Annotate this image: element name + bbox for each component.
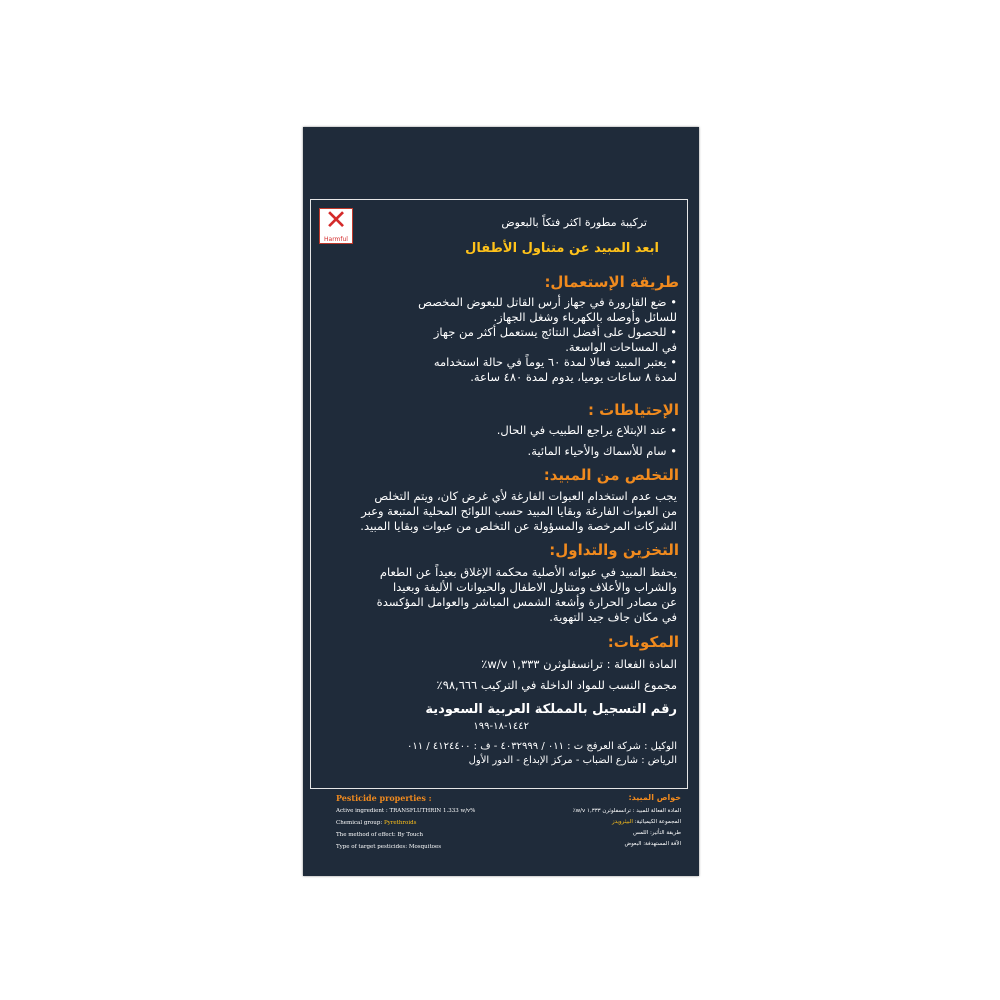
agent-line: الوكيل : شركة العرفج ت : ٠١١ / ٤٠٣٢٩٩٩ - ف : ٤١٢٤٤٠٠ / ٠١١	[407, 741, 677, 752]
registration-number: ١٤٤٢-١٨-١٩٩	[473, 721, 529, 732]
usage-line: في المساحات الواسعة.	[565, 340, 677, 354]
keep-away-warning: ابعد المبيد عن متناول الأطفال	[465, 241, 659, 256]
usage-heading: طريقة الإستعمال:	[544, 273, 679, 291]
chemical-group-value: Pyrethroids	[383, 820, 417, 826]
properties-ar-method: طريقة التأثير: اللمس	[632, 830, 681, 836]
disposal-line: يجب عدم استخدام العبوات الفارغة لأي غرض كان، ويتم التخلص	[374, 489, 677, 503]
ingredient-line: المادة الفعالة : ترانسفلوثرن ١,٣٣٣ w/v٪	[481, 657, 677, 671]
storage-line: والشراب والأعلاف ومتناول الاطفال والحيوانات الأليفة وبعيدا	[393, 580, 677, 594]
tagline: تركيبة مطورة اكثر فتكاً بالبعوض	[501, 216, 647, 229]
active-ingredient-value: TRANSFLUTHRIN 1.333 w/v%	[389, 808, 476, 814]
active-ingredient-label: Active ingredient :	[336, 808, 388, 814]
storage-text	[377, 565, 677, 625]
storage-heading: التخزين والتداول:	[549, 541, 679, 559]
usage-line: للسائل وأوصله بالكهرباء وشغل الجهاز.	[493, 310, 677, 324]
pesticide-properties-ar	[573, 793, 681, 850]
properties-ar-active: المادة الفعالة للمبيد : ترانسفلوثرن ١,٣٣٣ w/v٪	[572, 808, 681, 814]
disposal-heading: التخلص من المبيد:	[543, 466, 679, 484]
agent-address: الرياض : شارع الضباب - مركز الإبداع - الدور الأول	[468, 755, 677, 766]
agent-info	[407, 740, 677, 768]
pesticide-properties-en	[336, 793, 526, 853]
ingredients-heading: المكونات:	[607, 633, 679, 651]
method-value: By Touch	[397, 832, 424, 838]
disposal-line: من العبوات الفارغة وبقايا المبيد حسب اللوائح المحلية المتبعة وعبر	[361, 504, 677, 518]
usage-line: لمدة ٨ ساعات يوميا، يدوم لمدة ٤٨٠ ساعة.	[470, 370, 677, 384]
precautions-list	[497, 423, 677, 459]
product-label-panel	[303, 127, 699, 876]
target-label: Type of target pesticides:	[336, 844, 408, 850]
precaution-line: • سام للأسماك والأحياء المائية.	[527, 444, 677, 458]
properties-ar-heading: خواص المبيد:	[628, 793, 681, 802]
disposal-line: الشركات المرخصة والمسؤولة عن التخلص من عبوات وبقايا المبيد.	[360, 519, 677, 533]
registration-title: رقم التسجيل بالمملكة العربية السعودية	[425, 702, 677, 717]
ingredients-text	[437, 657, 678, 693]
precautions-heading: الإحتياطات :	[587, 401, 679, 419]
ingredient-line: مجموع النسب للمواد الداخلة في التركيب ٩٨,٦٦٦٪	[436, 678, 677, 692]
properties-ar-group-label: المجموعة الكيميائية:	[634, 819, 681, 825]
method-label: The method of effect:	[336, 832, 396, 838]
usage-list	[418, 295, 677, 385]
properties-ar-target: الآفة المستهدفة: البعوض	[624, 841, 681, 847]
disposal-text	[360, 489, 677, 534]
harmful-x-icon: ✕ Harmful	[319, 208, 353, 244]
usage-line: • للحصول على أفضل النتائج يستعمل أكثر من جهاز	[433, 325, 677, 339]
precaution-line: • عند الإبتلاع يراجع الطبيب في الحال.	[496, 423, 677, 437]
properties-en-heading: Pesticide properties :	[336, 793, 432, 803]
target-value: Mosquitoes	[408, 844, 442, 850]
chemical-group-label: Chemical group:	[336, 820, 383, 826]
usage-line: • يعتبر المبيد فعالا لمدة ٦٠ يوماً في حالة استخدامه	[433, 355, 677, 369]
storage-line: عن مصادر الحرارة وأشعة الشمس المباشر والعوامل المؤكسدة	[376, 595, 677, 609]
storage-line: في مكان جاف جيد التهوية.	[549, 610, 677, 624]
usage-line: • ضع القارورة في جهاز أرس القاتل للبعوض المخصص	[418, 295, 677, 309]
storage-line: يحفظ المبيد في عبواته الأصلية محكمة الإغلاق بعيداً عن الطعام	[379, 565, 677, 579]
properties-ar-group-value: البيثرويدز	[611, 819, 633, 825]
harmful-caption: Harmful	[324, 236, 348, 243]
